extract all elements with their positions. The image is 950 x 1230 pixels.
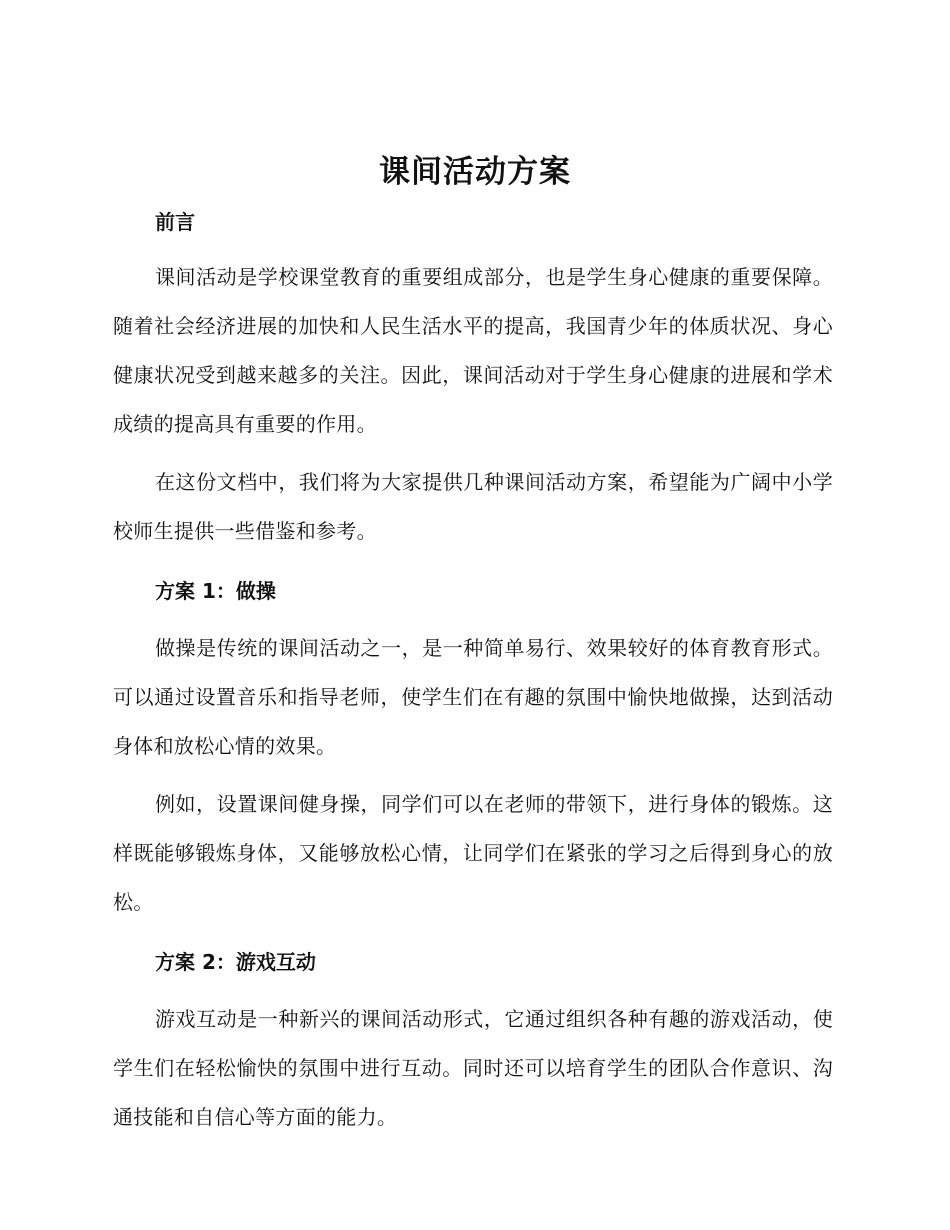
plan-1-paragraph-1: 做操是传统的课间活动之一，是一种简单易行、效果较好的体育教育形式。可以通过设置音乐和指导老师，使学生们在有趣的氛围中愉快地做操，达到活动身体和放松心情的效果。: [113, 636, 833, 758]
plan-1-paragraph-2: 例如，设置课间健身操，同学们可以在老师的带领下，进行身体的锻炼。这样既能够锻炼身体，又能够放松心情，让同学们在紧张的学习之后得到身心的放松。: [113, 792, 833, 914]
plan-1-heading: 方案 1：做操: [155, 579, 276, 603]
plan-2-heading: 方案 2：游戏互动: [155, 950, 316, 974]
plan-2-paragraph-1: 游戏互动是一种新兴的课间活动形式，它通过组织各种有趣的游戏活动，使学生们在轻松愉快的氛围中进行互动。同时还可以培育学生的团队合作意识、沟通技能和自信心等方面的能力。: [113, 1007, 833, 1129]
intro-heading: 前言: [155, 210, 195, 234]
document-title: 课间活动方案: [379, 154, 571, 190]
intro-paragraph-2: 在这份文档中，我们将为大家提供几种课间活动方案，希望能为广阔中小学校师生提供一些借鉴和参考。: [113, 470, 833, 543]
intro-paragraph-1: 课间活动是学校课堂教育的重要组成部分，也是学生身心健康的重要保障。随着社会经济进展的加快和人民生活水平的提高，我国青少年的体质状况、身心健康状况受到越来越多的关注。因此，课间活动对于学生身心健康的进展和学术成绩的提高具有重要的作用。: [113, 265, 833, 436]
document-body: [113, 203, 833, 1142]
